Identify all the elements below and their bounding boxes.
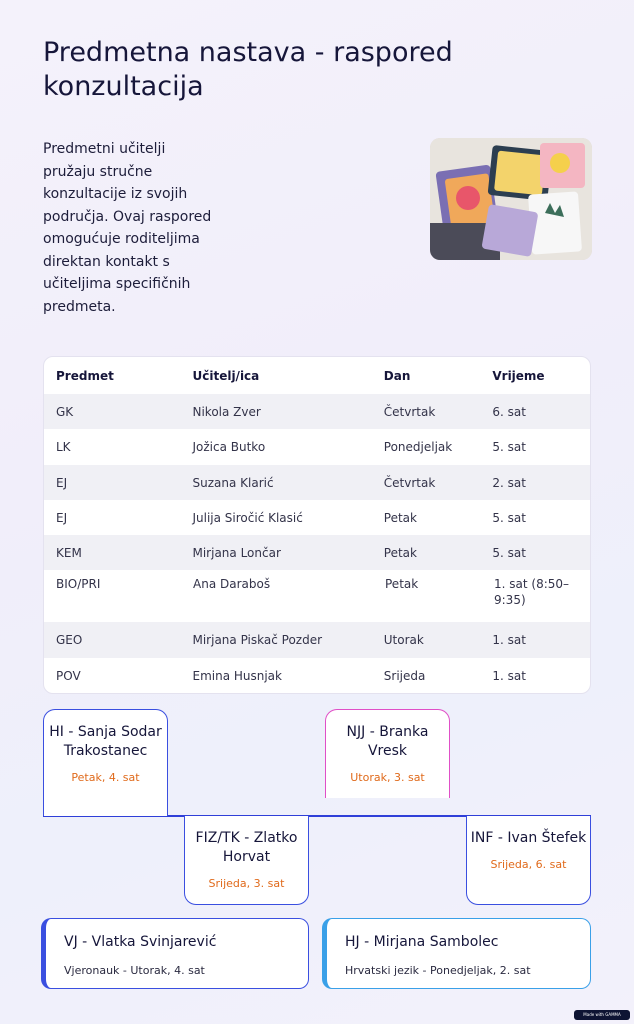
cell-day: Petak xyxy=(383,510,417,525)
card-hj xyxy=(322,918,591,989)
card-subtitle: Vjeronauk - Utorak, 4. sat xyxy=(64,964,205,977)
cell-subject: POV xyxy=(56,668,81,683)
table-row xyxy=(44,658,590,693)
card-subtitle: Hrvatski jezik - Ponedjeljak, 2. sat xyxy=(345,964,531,977)
cell-time: 5. sat xyxy=(492,440,526,455)
cell-time: 1. sat xyxy=(492,668,526,683)
schedule-table xyxy=(43,356,591,694)
cell-day: Srijeda xyxy=(383,668,426,683)
table-row xyxy=(44,429,590,464)
card-vj xyxy=(41,918,309,989)
made-with-badge[interactable]: Made with GAMMA xyxy=(574,1010,630,1020)
timeline-item-time: Utorak, 3. sat xyxy=(350,771,425,784)
cell-time: 5. sat xyxy=(492,510,526,525)
table-row xyxy=(44,535,590,570)
cell-day: Četvrtak xyxy=(383,475,436,490)
cell-time: 5. sat xyxy=(492,546,526,561)
cell-teacher: Mirjana Piskač Pozder xyxy=(192,633,323,648)
timeline-item-name: HI - Sanja Sodar Trakostanec xyxy=(49,724,162,759)
cell-teacher: Emina Husnjak xyxy=(192,668,282,683)
cell-teacher: Suzana Klarić xyxy=(192,475,274,490)
table-row xyxy=(44,622,590,657)
table-header xyxy=(44,357,590,394)
cell-subject: GK xyxy=(56,405,74,419)
timeline-item-name: INF - Ivan Štefek xyxy=(470,830,587,846)
table-row xyxy=(44,570,590,622)
cell-subject: LK xyxy=(56,440,71,455)
cell-time: 1. sat (8:50–9:35) xyxy=(494,577,570,608)
header-predmet: Predmet xyxy=(56,368,114,383)
header-ucitelj: Učitelj/ica xyxy=(192,368,260,383)
timeline-item-hi xyxy=(43,709,168,816)
cell-time: 1. sat xyxy=(492,633,526,648)
cell-teacher: Ana Daraboš xyxy=(193,577,271,592)
timeline-item-time: Srijeda, 6. sat xyxy=(490,858,567,871)
card-name: HJ - Mirjana Sambolec xyxy=(345,934,499,950)
timeline-item-name: NJJ - Branka Vresk xyxy=(346,724,429,759)
cell-subject: GEO xyxy=(56,633,83,648)
cell-day: Utorak xyxy=(383,633,424,648)
timeline-item-fiz xyxy=(184,816,309,905)
cell-day: Petak xyxy=(385,577,419,592)
cell-subject: BIO/PRI xyxy=(56,577,101,592)
cell-subject: EJ xyxy=(56,510,68,525)
page-title: Predmetna nastava - raspored konzultacija xyxy=(43,37,453,102)
cell-day: Ponedjeljak xyxy=(383,440,453,455)
card-name: VJ - Vlatka Svinjarević xyxy=(64,934,217,950)
table-row xyxy=(44,465,590,500)
cell-subject: KEM xyxy=(56,546,82,561)
header-dan: Dan xyxy=(383,368,411,383)
planner-photo xyxy=(430,138,592,260)
header-vrijeme: Vrijeme xyxy=(492,368,545,383)
cell-subject: EJ xyxy=(56,475,68,490)
cell-time: 2. sat xyxy=(492,475,526,490)
timeline-item-njj xyxy=(325,709,450,798)
table-row xyxy=(44,394,590,429)
cell-teacher: Julija Siročić Klasić xyxy=(192,510,303,525)
cell-teacher: Mirjana Lončar xyxy=(192,546,281,561)
cell-teacher: Jožica Butko xyxy=(192,440,266,455)
timeline-item-time: Petak, 4. sat xyxy=(71,771,140,784)
cell-teacher: Nikola Zver xyxy=(192,405,261,419)
cell-day: Četvrtak xyxy=(383,405,436,419)
table-row xyxy=(44,500,590,535)
cell-time: 6. sat xyxy=(492,405,526,419)
timeline-item-inf xyxy=(466,816,591,905)
cell-day: Petak xyxy=(383,546,417,561)
timeline-item-name: FIZ/TK - Zlatko Horvat xyxy=(195,830,298,865)
intro-text: Predmetni učitelji pružaju stručne konzultacije iz svojih područja. Ovaj raspored omogućuje roditeljima direktan kontakt s učiteljima specifičnih predmeta. xyxy=(43,141,212,315)
timeline-item-time: Srijeda, 3. sat xyxy=(208,877,285,890)
